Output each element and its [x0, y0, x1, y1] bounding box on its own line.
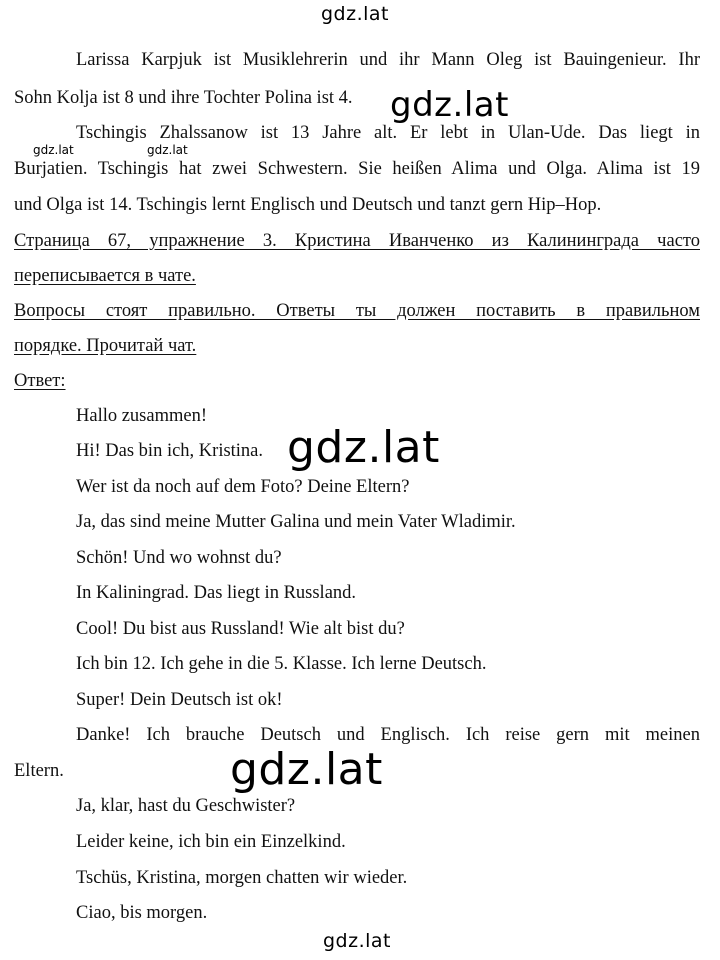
chat-line-13: Tschüs, Kristina, morgen chatten wir wieder.	[76, 868, 408, 888]
paragraph-2-line-3: und Olga ist 14. Tschingis lernt Englisch und Deutsch und tanzt gern Hip–Hop.	[14, 195, 602, 215]
chat-line-9: Super! Dein Deutsch ist ok!	[76, 690, 283, 710]
task-line-4: порядке. Прочитай чат.	[14, 336, 197, 356]
answer-label: Ответ:	[14, 371, 66, 391]
watermark-inline-2: gdz.lat	[287, 422, 440, 473]
chat-line-1: Hallo zusammen!	[76, 406, 207, 426]
chat-line-12: Leider keine, ich bin ein Einzelkind.	[76, 832, 346, 852]
paragraph-2-line-2: Burjatien. Tschingis hat zwei Schwestern. Sie heißen Alima und Olga. Alima ist 19	[14, 159, 700, 179]
chat-line-10-part-1: Danke! Ich brauche Deutsch und Englisch. Ich reise gern mit meinen	[76, 725, 700, 745]
chat-line-7: Cool! Du bist aus Russland! Wie alt bist du?	[76, 619, 405, 639]
paragraph-1-line-2: Sohn Kolja ist 8 und ihre Tochter Polina ist 4.	[14, 88, 353, 108]
watermark-bottom: gdz.lat	[323, 930, 392, 952]
chat-line-14: Ciao, bis morgen.	[76, 903, 208, 923]
chat-line-8: Ich bin 12. Ich gehe in die 5. Klasse. Ich lerne Deutsch.	[76, 654, 487, 674]
chat-line-2: Hi! Das bin ich, Kristina.	[76, 441, 264, 461]
watermark-inline-3: gdz.lat	[230, 744, 383, 795]
watermark-inline-1: gdz.lat	[390, 85, 509, 125]
chat-line-5: Schön! Und wo wohnst du?	[76, 548, 282, 568]
task-line-1: Страница 67, упражнение 3. Кристина Иванченко из Калининграда часто	[14, 231, 700, 251]
paragraph-1-line-1: Larissa Karpjuk ist Musiklehrerin und ihr Mann Oleg ist Bauingenieur. Ihr	[76, 50, 700, 70]
paragraph-2-line-1: Tschingis Zhalssanow ist 13 Jahre alt. Er lebt in Ulan-Ude. Das liegt in	[76, 123, 700, 143]
watermark-tiny-2: gdz.lat	[147, 143, 188, 157]
chat-line-6: In Kaliningrad. Das liegt in Russland.	[76, 583, 357, 603]
task-line-3: Вопросы стоят правильно. Ответы ты должен поставить в правильном	[14, 301, 700, 321]
chat-line-3: Wer ist da noch auf dem Foto? Deine Eltern?	[76, 477, 410, 497]
chat-line-11: Ja, klar, hast du Geschwister?	[76, 796, 296, 816]
watermark-top: gdz.lat	[321, 3, 390, 25]
task-line-2: переписывается в чате.	[14, 266, 196, 286]
watermark-tiny-1: gdz.lat	[33, 143, 74, 157]
chat-line-10-part-2: Eltern.	[14, 761, 64, 781]
chat-line-4: Ja, das sind meine Mutter Galina und mein Vater Wladimir.	[76, 512, 516, 532]
